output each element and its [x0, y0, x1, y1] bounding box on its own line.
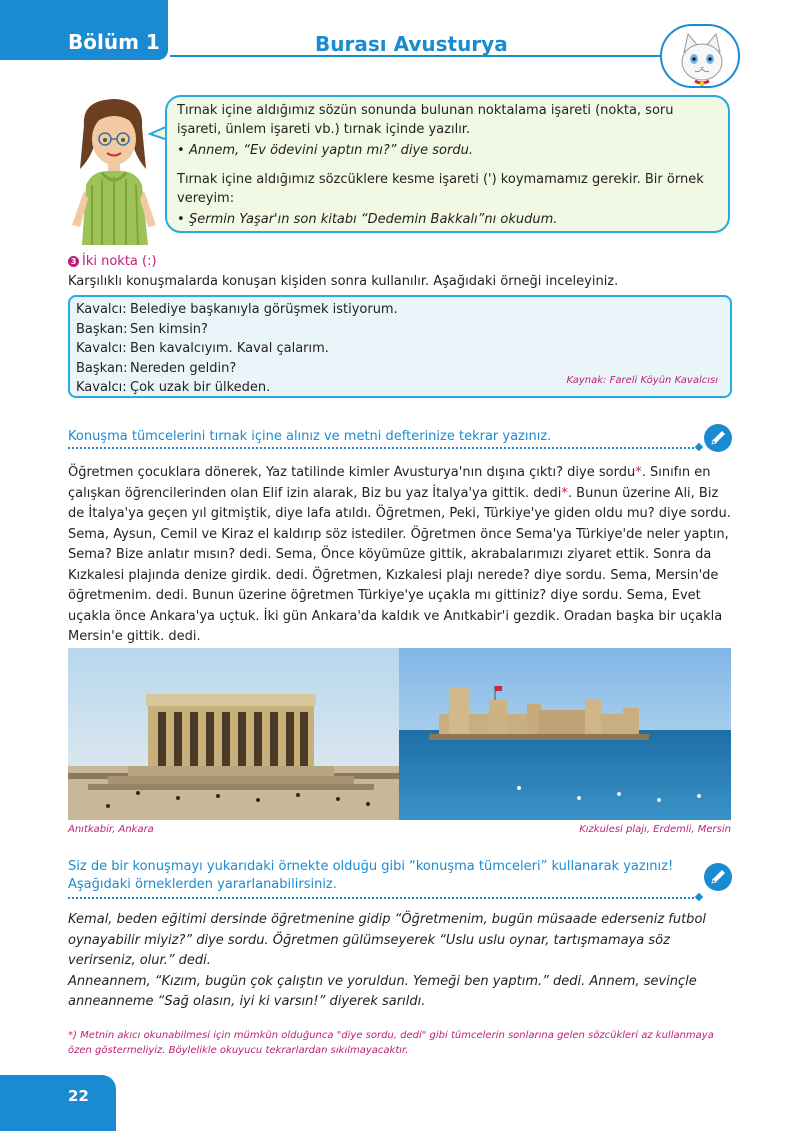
dialog-text: Sen kimsin? [130, 321, 208, 337]
story-text: Öğretmen çocuklara dönerek, Yaz tatilinde kimler Avusturya'nın dışına çıktı? diye sordu [68, 465, 636, 480]
anitkabir-photo [68, 648, 399, 820]
chapter-label: Bölüm 1 [68, 30, 160, 54]
task-line: Siz de bir konuşmayı yukarıdaki örnekte olduğu gibi “konuşma tümceleri” kullanarak yazınız! [68, 859, 674, 874]
rule-end-diamond [695, 893, 703, 901]
footnote-marker: * [635, 465, 642, 480]
cat-icon [662, 26, 740, 88]
example-text [68, 910, 736, 1013]
kizkalesi-photo [399, 648, 731, 820]
rule-example-1: • Annem, “Ev ödevini yaptın mı?” diye sordu. [177, 141, 718, 160]
pencil-icon [704, 863, 732, 891]
girl-illustration [62, 95, 167, 245]
story-text: . Bunun üzerine Ali, Biz de İtalya'ya geçen yıl gitmiştik, diye lafa atıldı. Öğretmen, Peki, Türkiye'ye giden oldu mu? diye sordu. Sema, Aysun, Cemil ve Kiraz el kaldırıp söz istediler. Öğretmen önce Sema'ya Türkiye'de neler yaptın, Sema? Bize anlatır mısın? dedi. Sema, Önce köyümüze gittik, akrabalarımızı ziyaret ettik. Sonra da Kızkalesi plajında denize girdik. dedi. Öğretmen, Kızkalesi plajı nerede? diye sordu. Sema, Mersin'de öğretmenim. dedi. Bunun üzerine öğretmen Türkiye'ye uçakla mı gittiniz? diye sordu. Sema, Evet uçakla önce Ankara'ya uçtuk. İki gün Ankara'da kaldık ve Anıtkabir'i gezdik. Oradan başka bir uçakla Mersin'e gittik. dedi. [68, 485, 731, 644]
footnote: *) Metnin akıcı okunabilmesi için mümkün olduğunca "diye sordu, dedi" gibi tümcelerin sonlarına gelen sözcükleri az kullanmaya özen göstermeliyiz. Böylelikle okuyucu tekrarlardan sıkılmayacaktır. [68, 1030, 714, 1056]
dialog-speaker: Başkan: [76, 321, 128, 337]
story-text: . Sınıfın en çalışkan öğrencilerinden olan Elif izin alarak, Biz bu yaz İtalya'ya gittik. dedi [68, 465, 711, 501]
rule-text-1: Tırnak içine aldığımız sözün sonunda bulunan noktalama işareti (nokta, soru işareti, ünlem işareti vb.) tırnak içinde yazılır. [177, 103, 674, 137]
section-number-badge: 3 [68, 256, 79, 267]
section-title: İki nokta (:) [82, 254, 157, 269]
task-instruction-2 [68, 858, 673, 894]
chapter-tab [0, 0, 170, 62]
dialog-row [76, 320, 724, 340]
dialog-text: Çok uzak bir ülkeden. [130, 380, 271, 395]
dialog-text: Nereden geldin? [130, 360, 237, 376]
footnote-marker: * [561, 485, 568, 501]
dotted-rule [68, 897, 698, 899]
example-paragraph: Kemal, beden eğitimi dersinde öğretmenine gidip “Öğretmenim, bugün müsaade ederseniz futbol oynayabilir miyiz?” diye sordu. Öğretmen gülümseyerek “Uslu uslu oynar, tartışmamaya söz verirseniz, olur.” dedi. [68, 912, 707, 968]
dialog-text: Ben kavalcıyım. Kaval çalarım. [130, 341, 329, 356]
photo-caption-left: Anıtkabir, Ankara [68, 824, 154, 835]
rule-text-2: Tırnak içine aldığımız sözcüklere kesme işareti (') koymamamız gerekir. Bir örnek vereyim: [177, 172, 704, 206]
pencil-icon [704, 424, 732, 452]
dotted-rule [68, 447, 698, 449]
cat-mascot-badge [660, 24, 740, 88]
dialog-text: Belediye başkanıyla görüşmek istiyorum. [130, 302, 398, 317]
dialog-source: Kaynak: Fareli Köyün Kavalcısı [566, 374, 718, 386]
photo-caption-right: Kızkulesi plajı, Erdemli, Mersin [579, 824, 731, 835]
section-description: Karşılıklı konuşmalarda konuşan kişiden sonra kullanılır. Aşağıdaki örneği inceleyiniz. [68, 274, 619, 289]
rule-speech-bubble [165, 95, 730, 233]
dialog-row [76, 339, 724, 359]
page-number-tab [0, 1075, 116, 1131]
section-heading [68, 254, 157, 269]
dialog-box [68, 295, 732, 398]
dialog-speaker: Kavalcı: [76, 380, 127, 395]
dialog-speaker: Kavalcı: [76, 341, 127, 356]
task-instruction-1: Konuşma tümcelerini tırnak içine alınız ve metni defterinize tekrar yazınız. [68, 429, 552, 444]
page-number: 22 [68, 1087, 89, 1105]
example-paragraph: Anneannem, “Kızım, bugün çok çalıştın ve yoruldun. Yemeği ben yaptım.” dedi. Annem, sevinçle anneanneme “Sağ olasın, iyi ki varsın!” diyerek sarıldı. [68, 973, 697, 1009]
rule-end-diamond [695, 443, 703, 451]
task-line: Aşağıdaki örneklerden yararlanabilirsiniz. [68, 877, 337, 892]
dialog-speaker: Başkan: [76, 360, 128, 376]
rule-example-2: • Şermin Yaşar'ın son kitabı “Dedemin Bakkalı”nı okudum. [177, 210, 718, 229]
page-title: Burası Avusturya [315, 32, 508, 56]
story-paragraph [68, 463, 736, 648]
dialog-speaker: Kavalcı: [76, 302, 127, 317]
dialog-row [76, 300, 724, 320]
